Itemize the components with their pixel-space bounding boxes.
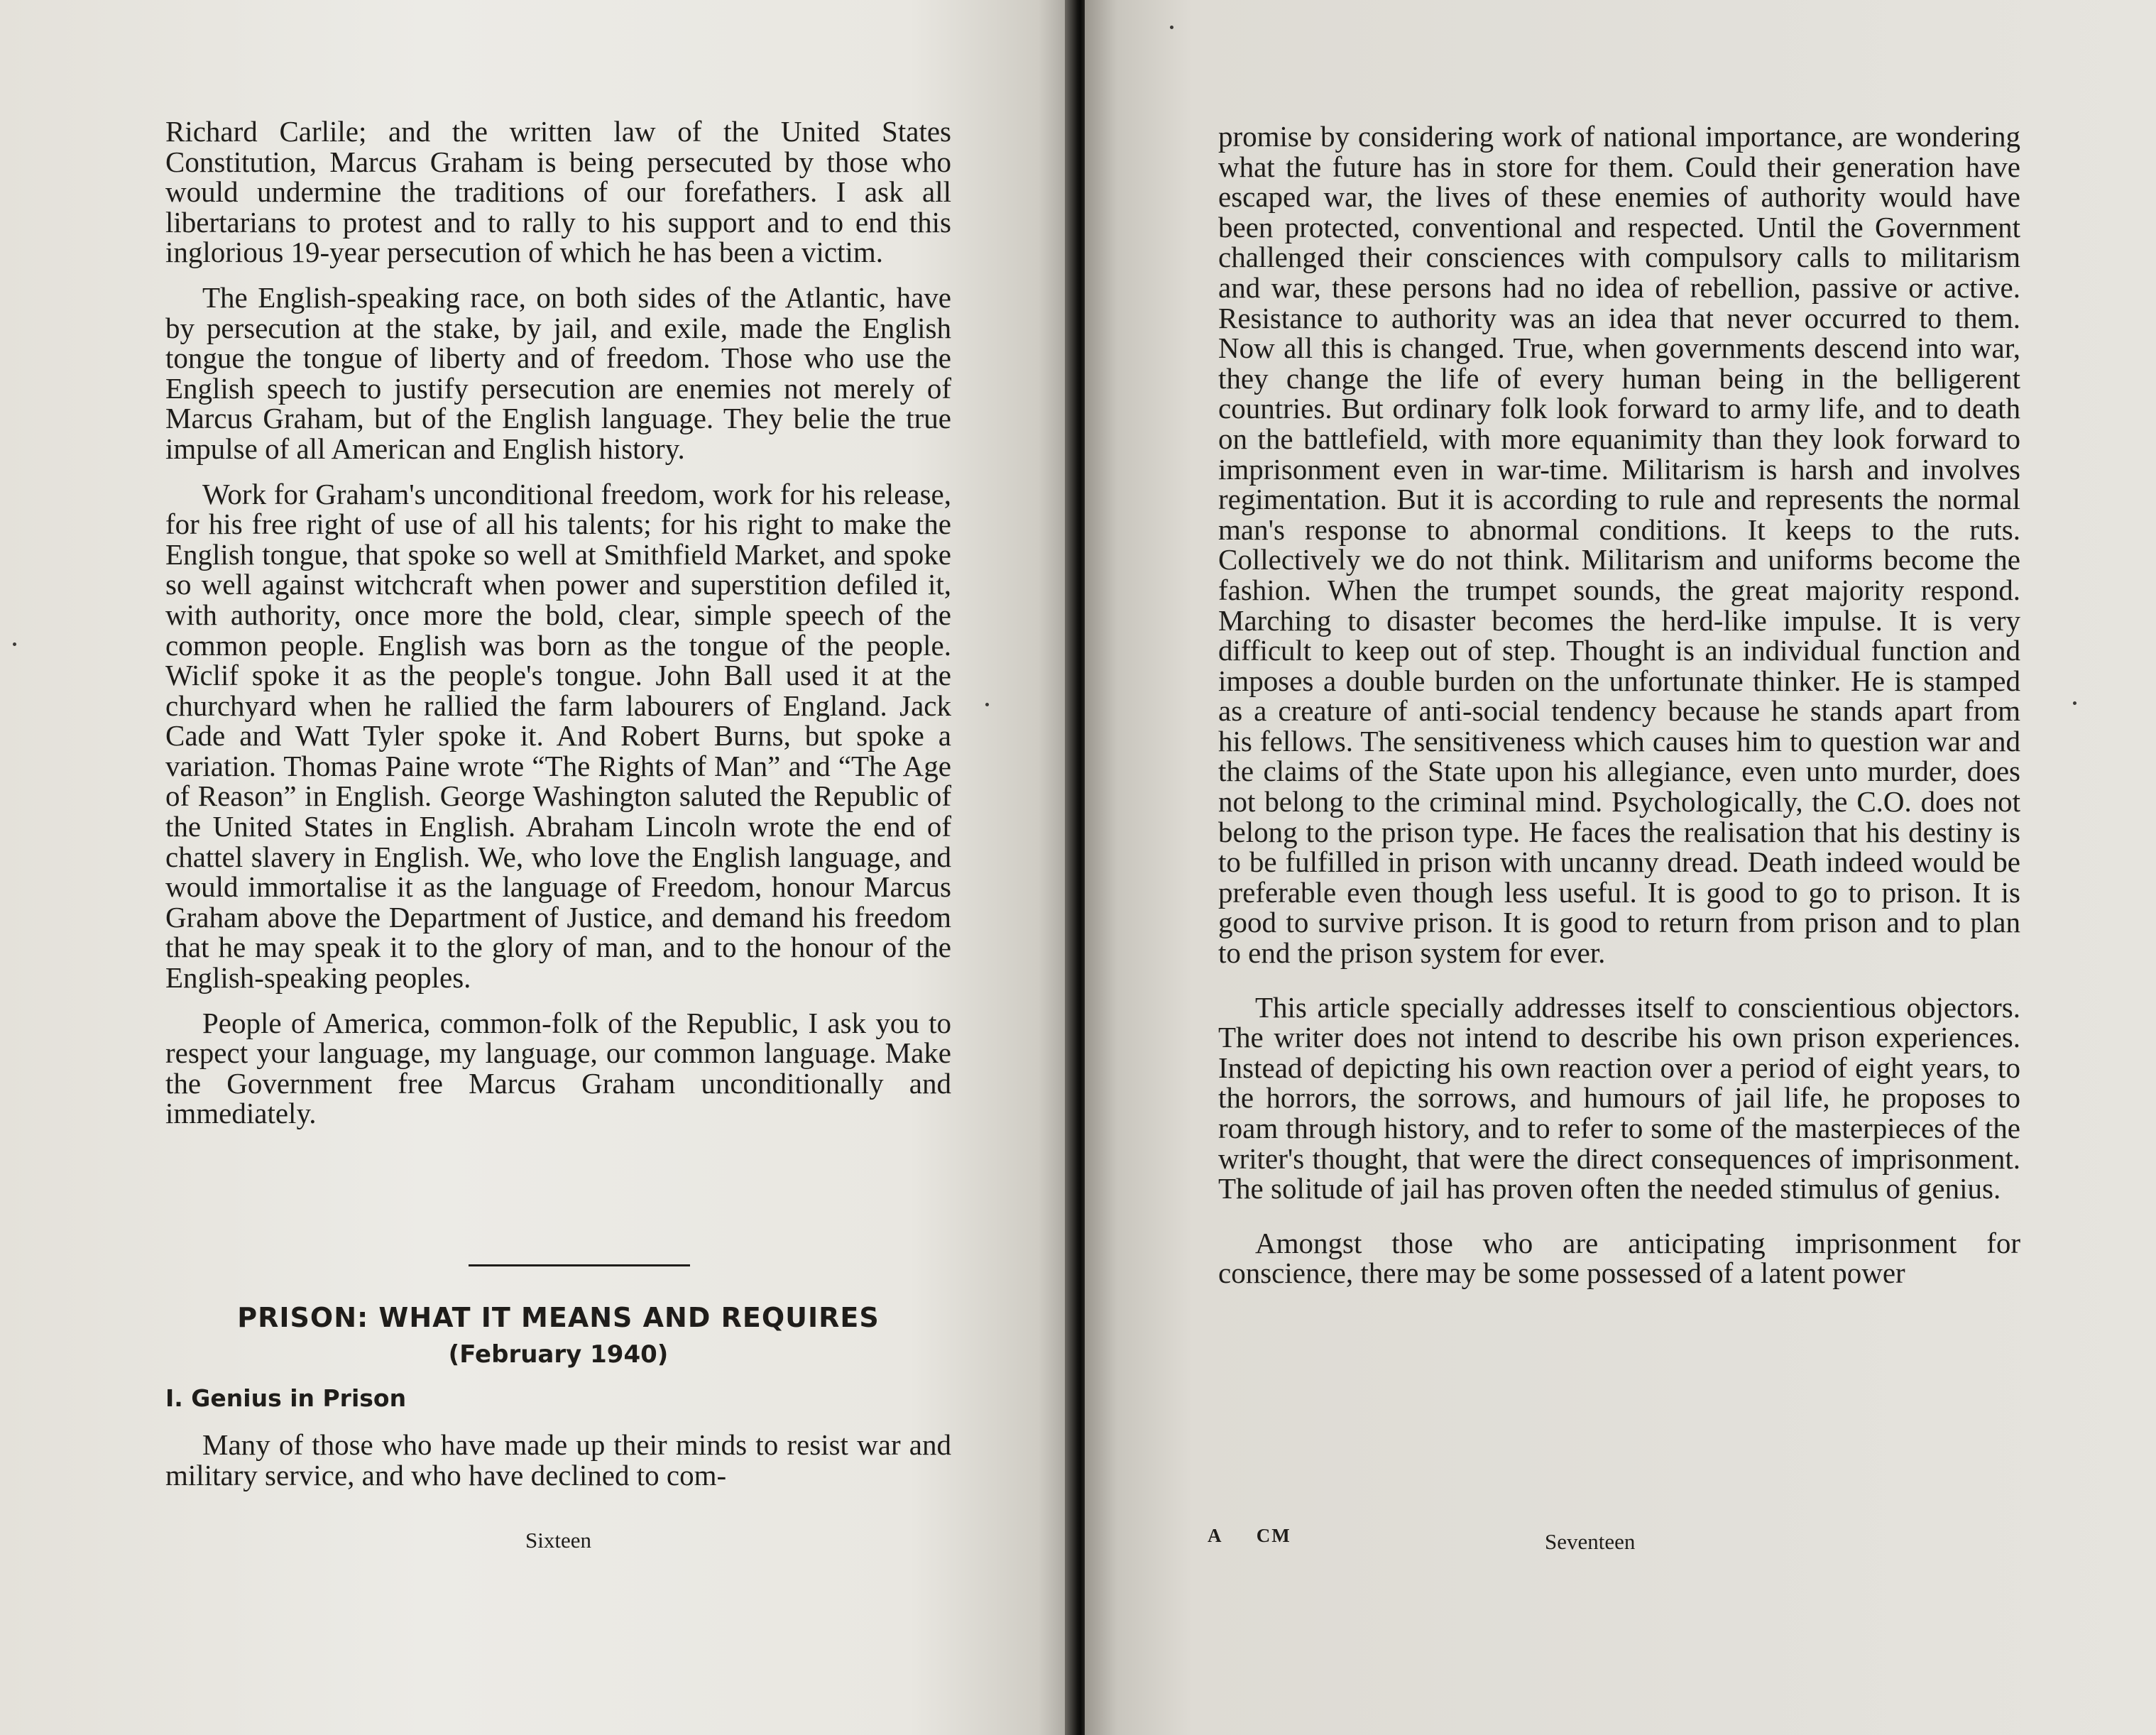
section-divider-rule bbox=[469, 1264, 690, 1266]
paragraph-carlile: Richard Carlile; and the written law of the United States Constitution, Marcus Graham is being persecuted by those who would undermine the traditions of our forefathers. I ask all libertarians to protest and to rally to his support and to end this inglorious 19-year persecution of which he has been a victim. bbox=[165, 115, 951, 269]
paragraph-amongst-those: Amongst those who are anticipating imprisonment for conscience, there may be some possessed of a latent power bbox=[1218, 1226, 2020, 1290]
left-page-body bbox=[165, 116, 951, 1129]
paragraph-article-purpose: This article specially addresses itself to conscientious objectors. The writer does not intend to describe his own prison experiences. Instead of depicting his own reaction over a period of eight years, to the horrors, the sorrows, and humours of jail life, he proposes to roam through history, and to refer to some of the masterpieces of the writer's thought, that were the direct consequences of imprisonment. The solitude of jail has proven often the needed stimulus of genius. bbox=[1218, 990, 2020, 1205]
paragraph-people-of-america: People of America, common-folk of the Republic, I ask you to respect your language, my language, our common language. Make the Government free Marcus Graham unconditionally and immediately. bbox=[165, 1006, 951, 1130]
paper-speck bbox=[2073, 701, 2076, 705]
page-number-right: Seventeen bbox=[1545, 1529, 1636, 1554]
right-page-body bbox=[1218, 121, 2020, 1288]
paragraph-genius-opening: Many of those who have made up their minds to resist war and military service, and who have declined to com- bbox=[165, 1428, 951, 1492]
paragraph-work-for-freedom: Work for Graham's unconditional freedom, work for his release, for his free right of use of all his talents; for his right to make the English tongue, that spoke so well at Smithfield Market, and spoke so well against witchcraft when power and superstition defiled it, with authority, once more the bold, clear, simple speech of the common people. English was born as the tongue of the people. Wiclif spoke it as the people's tongue. John Ball used it at the churchyard when he rallied the farm labourers of England. Jack Cade and Watt Tyler spoke it. And Robert Burns, but spoke a variation. Thomas Paine wrote “The Rights of Man” and “The Age of Reason” in English. George Washington saluted the Republic of the United States in English. Abraham Lincoln wrote the end of chattel slavery in English. We, who love the English language, and would immortalise it as the language of Freedom, honour Marcus Graham above the Department of Justice, and demand his freedom that he may speak it to the glory of man, and to the honour of the English-speaking peoples. bbox=[165, 477, 951, 995]
paper-speck bbox=[13, 642, 16, 646]
printer-signature-mark: A CM bbox=[1208, 1525, 1291, 1546]
paper-speck bbox=[1170, 26, 1173, 29]
paragraph-english-speaking-race: The English-speaking race, on both sides of the Atlantic, have by persecution at the stake, by jail, and exile, made the English tongue the tongue of liberty and of freedom. Those who use the English speech to justify persecution are enemies not merely of Marcus Graham, but of the English language. They belie the true impulse of all American and English history. bbox=[165, 280, 951, 465]
paragraph-promise-continuation: promise by considering work of national importance, are wondering what the future has in store for them. Could their generation have escaped war, the lives of these enemies of authority would have been protected, conventional and respected. Until the Government challenged their consciences with compulsory calls to militarism and war, these persons had no idea of rebellion, passive or active. Resistance to authority was an idea that never occurred to them. Now all this is changed. True, when governments descend into war, they change the life of every human being in the belligerent countries. But ordinary folk look forward to army life, and to death on the battlefield, with more equanimity than they look forward to imprisonment even in war-time. Militarism is harsh and involves regimentation. But it is according to rule and represents the normal man's response to abnormal conditions. It keeps to the ruts. Collectively we do not think. Militarism and uniforms become the fashion. When the trumpet sounds, the great majority respond. Marching to disaster becomes the herd-like impulse. It is very difficult to keep out of step. Thought is an individual function and imposes a double burden on the unfortunate thinker. He is stamped as a creature of anti-social tendency because he stands apart from his fellows. The sensitiveness which causes him to question war and the claims of the State upon his allegiance, even unto murder, does not belong to the criminal mind. Psychologically, the C.O. does not belong to the prison type. He faces the realisation that his destiny is to be fulfilled in prison with uncanny dread. Death indeed would be preferable even though less useful. It is good to go to prison. It is good to survive prison. It is good to return from prison and to plan to end the prison system for ever. bbox=[1218, 120, 2020, 970]
right-page bbox=[1085, 0, 2156, 1735]
section-heading: I. Genius in Prison bbox=[165, 1384, 407, 1412]
chapter-title: PRISON: WHAT IT MEANS AND REQUIRES bbox=[237, 1302, 880, 1333]
paper-speck bbox=[985, 703, 989, 706]
page-number-left: Sixteen bbox=[525, 1528, 591, 1553]
chapter-date: (February 1940) bbox=[448, 1340, 669, 1369]
left-page-body-continued bbox=[165, 1430, 951, 1490]
left-page bbox=[0, 0, 1071, 1735]
